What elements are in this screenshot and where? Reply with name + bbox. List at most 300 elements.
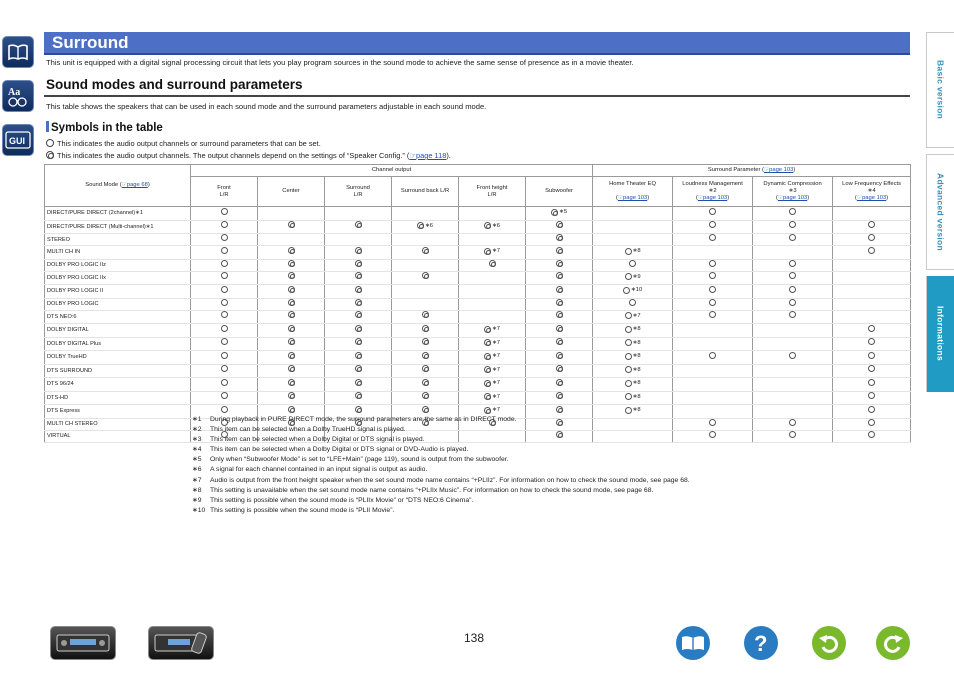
table-cell <box>673 259 753 271</box>
footnote: ∗7 Audio is output from the front height speaker when the set sound mode name contains “+PLIIz”. For information on how to check the sound mode, see page 68. <box>192 476 690 484</box>
sound-mode-name: VIRTUAL <box>45 430 191 442</box>
table-cell <box>526 298 593 310</box>
table-cell <box>673 207 753 221</box>
table-cell <box>392 378 459 392</box>
double-circle-icon <box>556 286 563 293</box>
table-cell <box>459 220 526 234</box>
table-cell <box>191 364 258 378</box>
table-cell <box>673 234 753 246</box>
table-cell <box>526 259 593 271</box>
circle-icon <box>709 221 716 228</box>
circle-icon <box>625 312 632 319</box>
table-cell <box>753 418 833 430</box>
table-cell <box>526 285 593 299</box>
table-row <box>45 298 911 310</box>
note-ref: ∗8 <box>632 326 641 332</box>
symbol-legend-1: This indicates the audio output channels or surround parameters that can be set. <box>46 139 321 148</box>
double-circle-icon <box>355 221 362 228</box>
table-cell <box>526 324 593 338</box>
circle-icon <box>221 365 228 372</box>
table-cell <box>673 378 753 392</box>
table-row <box>45 351 911 365</box>
double-circle-icon <box>484 353 491 360</box>
table-cell <box>392 324 459 338</box>
table-row <box>45 337 911 351</box>
tab-basic-version[interactable]: Basic version <box>926 32 954 148</box>
table-cell <box>392 246 459 260</box>
circle-icon <box>221 299 228 306</box>
double-circle-icon <box>556 379 563 386</box>
double-circle-icon <box>355 352 362 359</box>
table-cell <box>191 220 258 234</box>
table-cell <box>673 271 753 285</box>
symbols-title: Symbols in the table <box>46 121 163 134</box>
aa-icon[interactable] <box>2 80 34 112</box>
table-cell <box>191 324 258 338</box>
double-circle-icon <box>288 365 295 372</box>
table-cell <box>673 246 753 260</box>
table-cell <box>258 234 325 246</box>
note-ref: ∗7 <box>491 366 501 373</box>
circle-icon <box>709 260 716 267</box>
table-cell <box>392 337 459 351</box>
circle-icon <box>221 311 228 318</box>
double-circle-icon <box>288 325 295 332</box>
double-circle-icon <box>556 247 563 254</box>
note-ref: ∗7 <box>491 407 501 413</box>
table-cell <box>673 391 753 405</box>
double-circle-icon <box>355 392 362 399</box>
double-circle-icon <box>355 325 362 332</box>
note-ref: ∗7 <box>491 339 501 346</box>
circle-icon <box>868 406 875 413</box>
double-circle-icon <box>556 338 563 345</box>
circle-icon <box>868 247 875 254</box>
table-cell <box>753 337 833 351</box>
circle-icon <box>221 352 228 359</box>
table-cell <box>191 207 258 221</box>
double-circle-icon <box>556 325 563 332</box>
table-cell <box>258 271 325 285</box>
table-cell <box>593 391 673 405</box>
circle-icon <box>709 208 716 215</box>
double-circle-icon <box>288 260 295 267</box>
table-cell <box>258 337 325 351</box>
note-ref: ∗8 <box>632 366 641 373</box>
circle-icon <box>868 338 875 345</box>
help-icon[interactable] <box>744 626 778 660</box>
double-circle-icon <box>288 286 295 293</box>
sound-mode-table <box>44 164 911 443</box>
table-cell <box>392 351 459 365</box>
header-channel-5: Subwoofer <box>526 177 593 207</box>
table-cell <box>753 271 833 285</box>
double-circle-icon <box>556 272 563 279</box>
table-cell <box>258 391 325 405</box>
table-cell <box>593 351 673 365</box>
note-ref: ∗6 <box>424 222 434 229</box>
table-cell <box>526 364 593 378</box>
table-cell <box>258 324 325 338</box>
double-circle-icon <box>288 392 295 399</box>
table-cell <box>753 298 833 310</box>
double-circle-icon <box>288 221 295 228</box>
circle-icon <box>709 286 716 293</box>
table-cell <box>593 298 673 310</box>
double-circle-icon <box>355 379 362 386</box>
section-text: This table shows the speakers that can be used in each sound mode and the surround parameters adjustable in each sound mode. <box>46 102 487 111</box>
double-circle-icon <box>288 338 295 345</box>
table-cell <box>459 259 526 271</box>
circle-icon <box>221 392 228 399</box>
table-cell <box>325 220 392 234</box>
table-cell <box>459 351 526 365</box>
table-cell <box>753 234 833 246</box>
circle-icon <box>221 286 228 293</box>
header-surround-parameter: Surround Parameter (☞page 103) <box>593 165 911 177</box>
circle-icon <box>789 419 796 426</box>
note-ref: ∗8 <box>632 248 641 254</box>
table-cell <box>258 246 325 260</box>
circle-icon <box>625 326 632 333</box>
circle-icon <box>221 247 228 254</box>
double-circle-icon <box>422 272 429 279</box>
table-cell <box>392 207 459 221</box>
intro-text: This unit is equipped with a digital signal processing circuit that lets you play program sources in the sound mode to achieve the same sense of presence as in a movie theater. <box>46 58 634 67</box>
table-cell <box>593 324 673 338</box>
table-cell <box>526 234 593 246</box>
note-ref: ∗8 <box>632 380 641 386</box>
circle-icon <box>709 431 716 438</box>
table-cell <box>753 351 833 365</box>
table-cell <box>258 285 325 299</box>
sound-mode-name: DOLBY TrueHD <box>45 351 191 365</box>
double-circle-icon <box>422 338 429 345</box>
table-cell <box>191 298 258 310</box>
symbol-legend-2: This indicates the audio output channels. The output channels depend on the settings of “Speaker Config.” (☞page 118). <box>46 151 451 160</box>
svg-text:?: ? <box>754 631 768 655</box>
circle-icon <box>868 365 875 372</box>
table-cell <box>325 324 392 338</box>
table-cell <box>459 298 526 310</box>
double-circle-icon <box>489 260 496 267</box>
double-circle-icon <box>556 311 563 318</box>
table-cell <box>258 351 325 365</box>
table-cell <box>673 337 753 351</box>
forward-icon[interactable] <box>876 626 910 660</box>
table-cell <box>392 234 459 246</box>
footnote: ∗4 This item can be selected when a Dolby Digital or DTS signal or DVD-Audio is played. <box>192 446 469 454</box>
table-cell <box>392 364 459 378</box>
table-cell <box>459 234 526 246</box>
table-cell <box>191 246 258 260</box>
table-cell <box>459 391 526 405</box>
circle-icon <box>625 380 632 387</box>
double-circle-icon <box>355 365 362 372</box>
sound-mode-name: DTS NEO:6 <box>45 310 191 324</box>
table-cell <box>325 364 392 378</box>
table-cell <box>833 391 911 405</box>
double-circle-icon <box>484 393 491 400</box>
table-cell <box>459 271 526 285</box>
sound-mode-name: MULTI CH IN <box>45 246 191 260</box>
double-circle-icon <box>422 247 429 254</box>
table-cell <box>325 246 392 260</box>
header-channel-1: Center <box>258 177 325 207</box>
table-cell <box>526 378 593 392</box>
section-divider <box>44 95 910 97</box>
table-cell <box>191 271 258 285</box>
footnote: ∗10 This setting is possible when the sound mode is “PLII Movie”. <box>192 506 395 514</box>
table-row <box>45 220 911 234</box>
table-cell <box>753 405 833 419</box>
double-circle-icon <box>556 234 563 241</box>
receiver-front-icon[interactable] <box>50 626 116 660</box>
header-sound-mode: Sound Mode (☞page 68) <box>45 165 191 207</box>
sound-mode-name: DOLBY DIGITAL <box>45 324 191 338</box>
double-circle-icon <box>556 365 563 372</box>
footnote: ∗5 Only when “Subwoofer Mode” is set to “LFE+Main” (page 119), sound is output from the subwoofer. <box>192 456 509 464</box>
table-cell <box>392 298 459 310</box>
circle-icon <box>709 311 716 318</box>
circle-icon <box>789 311 796 318</box>
circle-icon <box>789 299 796 306</box>
circle-icon <box>623 287 630 294</box>
circle-icon <box>868 352 875 359</box>
circle-icon <box>625 393 632 400</box>
table-cell <box>833 405 911 419</box>
double-circle-icon <box>484 380 491 387</box>
table-cell <box>191 378 258 392</box>
double-circle-icon <box>355 260 362 267</box>
table-cell <box>526 246 593 260</box>
table-cell <box>459 207 526 221</box>
circle-icon <box>789 272 796 279</box>
table-row <box>45 391 911 405</box>
table-cell <box>753 364 833 378</box>
table-cell <box>258 220 325 234</box>
footnote: ∗8 This setting is unavailable when the set sound mode name contains “+PLIIx Music”. For information on how to check the sound mode, see page 68. <box>192 486 654 494</box>
table-cell <box>191 234 258 246</box>
header-channel-4: Front height L/R <box>459 177 526 207</box>
table-cell <box>526 271 593 285</box>
page-link[interactable]: ☞page 118 <box>409 151 447 160</box>
table-cell <box>833 430 911 442</box>
table-cell <box>833 246 911 260</box>
circle-icon <box>221 406 228 413</box>
table-row <box>45 378 911 392</box>
note-ref: ∗10 <box>630 287 643 293</box>
note-ref: ∗8 <box>632 407 641 413</box>
circle-icon <box>625 407 632 414</box>
double-circle-icon <box>355 247 362 254</box>
gui-icon[interactable] <box>2 124 34 156</box>
table-cell <box>191 285 258 299</box>
table-cell <box>325 285 392 299</box>
table-cell <box>593 337 673 351</box>
double-circle-icon <box>288 406 295 413</box>
table-cell <box>526 310 593 324</box>
note-ref: ∗7 <box>491 248 501 254</box>
table-cell <box>325 271 392 285</box>
table-cell <box>833 234 911 246</box>
double-circle-icon <box>288 352 295 359</box>
sound-mode-name: MULTI CH STEREO <box>45 418 191 430</box>
table-cell <box>459 337 526 351</box>
table-cell <box>258 310 325 324</box>
table-cell <box>753 285 833 299</box>
table-cell <box>325 298 392 310</box>
header-channel-output: Channel output <box>191 165 593 177</box>
table-cell <box>673 298 753 310</box>
table-cell <box>258 364 325 378</box>
double-circle-icon <box>288 299 295 306</box>
table-cell <box>833 351 911 365</box>
circle-icon <box>221 260 228 267</box>
circle-icon <box>709 352 716 359</box>
double-circle-icon <box>556 221 563 228</box>
table-cell <box>673 324 753 338</box>
table-row <box>45 259 911 271</box>
double-circle-icon <box>288 379 295 386</box>
section-title: Sound modes and surround parameters <box>46 77 303 92</box>
table-cell <box>833 271 911 285</box>
circle-icon <box>221 208 228 215</box>
table-cell <box>833 259 911 271</box>
footnote: ∗1 During playback in PURE DIRECT mode, the surround parameters are the same as in DIRECT mode. <box>192 416 517 423</box>
table-cell <box>325 310 392 324</box>
table-cell <box>325 207 392 221</box>
double-circle-icon <box>556 392 563 399</box>
circle-icon <box>625 248 632 255</box>
table-cell <box>526 391 593 405</box>
table-cell <box>833 220 911 234</box>
note-ref: ∗8 <box>632 393 641 400</box>
double-circle-icon <box>417 222 424 229</box>
circle-icon <box>868 379 875 386</box>
double-circle-icon <box>288 272 295 279</box>
sound-mode-name: DIRECT/PURE DIRECT (Multi-channel)∗1 <box>45 220 191 234</box>
table-cell <box>593 271 673 285</box>
double-circle-icon <box>484 339 491 346</box>
table-cell <box>392 259 459 271</box>
table-cell <box>459 364 526 378</box>
table-cell <box>392 391 459 405</box>
table-cell <box>191 259 258 271</box>
table-cell <box>593 378 673 392</box>
table-cell <box>593 220 673 234</box>
note-ref: ∗7 <box>491 353 501 359</box>
double-circle-icon <box>484 248 491 255</box>
table-cell <box>459 246 526 260</box>
circle-icon <box>789 221 796 228</box>
table-cell <box>392 310 459 324</box>
table-cell <box>258 207 325 221</box>
table-cell <box>392 220 459 234</box>
table-cell <box>673 220 753 234</box>
table-cell <box>753 391 833 405</box>
table-cell <box>526 220 593 234</box>
circle-icon <box>789 260 796 267</box>
circle-icon <box>709 419 716 426</box>
double-circle-icon <box>355 272 362 279</box>
circle-icon <box>221 234 228 241</box>
table-row <box>45 285 911 299</box>
double-circle-icon <box>422 392 429 399</box>
circle-icon <box>789 208 796 215</box>
circle-icon <box>709 234 716 241</box>
table-row <box>45 207 911 221</box>
table-cell <box>593 246 673 260</box>
table-cell <box>325 337 392 351</box>
double-circle-icon <box>556 260 563 267</box>
footnotes <box>192 415 690 516</box>
table-cell <box>753 259 833 271</box>
table-cell <box>593 207 673 221</box>
header-param-1: Loudness Management ∗2 (☞page 103) <box>673 177 753 207</box>
table-cell <box>753 430 833 442</box>
table-row <box>45 271 911 285</box>
table-cell <box>833 298 911 310</box>
circle-icon <box>625 353 632 360</box>
table-cell <box>753 324 833 338</box>
double-circle-icon <box>355 338 362 345</box>
remote-icon[interactable] <box>148 626 214 660</box>
circle-icon <box>868 419 875 426</box>
table-cell <box>753 220 833 234</box>
table-row <box>45 234 911 246</box>
tab-advanced-version[interactable]: Advanced version <box>926 154 954 270</box>
sound-mode-name: DTS-HD <box>45 391 191 405</box>
book-icon[interactable] <box>2 36 34 68</box>
circle-icon <box>625 366 632 373</box>
table-cell <box>833 285 911 299</box>
note-ref: ∗7 <box>632 312 641 319</box>
tab-informations[interactable]: Informations <box>926 276 954 392</box>
table-cell <box>673 364 753 378</box>
double-circle-icon <box>46 151 54 159</box>
circle-icon <box>789 234 796 241</box>
sound-mode-name: DOLBY PRO LOGIC IIz <box>45 259 191 271</box>
table-cell <box>833 378 911 392</box>
table-cell <box>833 364 911 378</box>
header-channel-3: Surround back L/R <box>392 177 459 207</box>
table-cell <box>325 391 392 405</box>
table-cell <box>392 285 459 299</box>
circle-icon <box>221 221 228 228</box>
back-icon[interactable] <box>812 626 846 660</box>
table-cell <box>392 271 459 285</box>
double-circle-icon <box>422 365 429 372</box>
sound-mode-name: STEREO <box>45 234 191 246</box>
table-cell <box>191 391 258 405</box>
double-circle-icon <box>551 209 558 216</box>
page-number: 138 <box>464 631 485 645</box>
double-circle-icon <box>556 352 563 359</box>
circle-icon <box>709 299 716 306</box>
circle-icon <box>629 260 636 267</box>
circle-icon <box>789 352 796 359</box>
table-cell <box>593 285 673 299</box>
double-circle-icon <box>355 286 362 293</box>
table-cell <box>753 310 833 324</box>
table-cell <box>191 310 258 324</box>
svg-text:GUI: GUI <box>9 136 26 146</box>
table-row <box>45 364 911 378</box>
manual-book-icon[interactable] <box>676 626 710 660</box>
circle-icon <box>709 272 716 279</box>
note-ref: ∗6 <box>491 222 501 229</box>
